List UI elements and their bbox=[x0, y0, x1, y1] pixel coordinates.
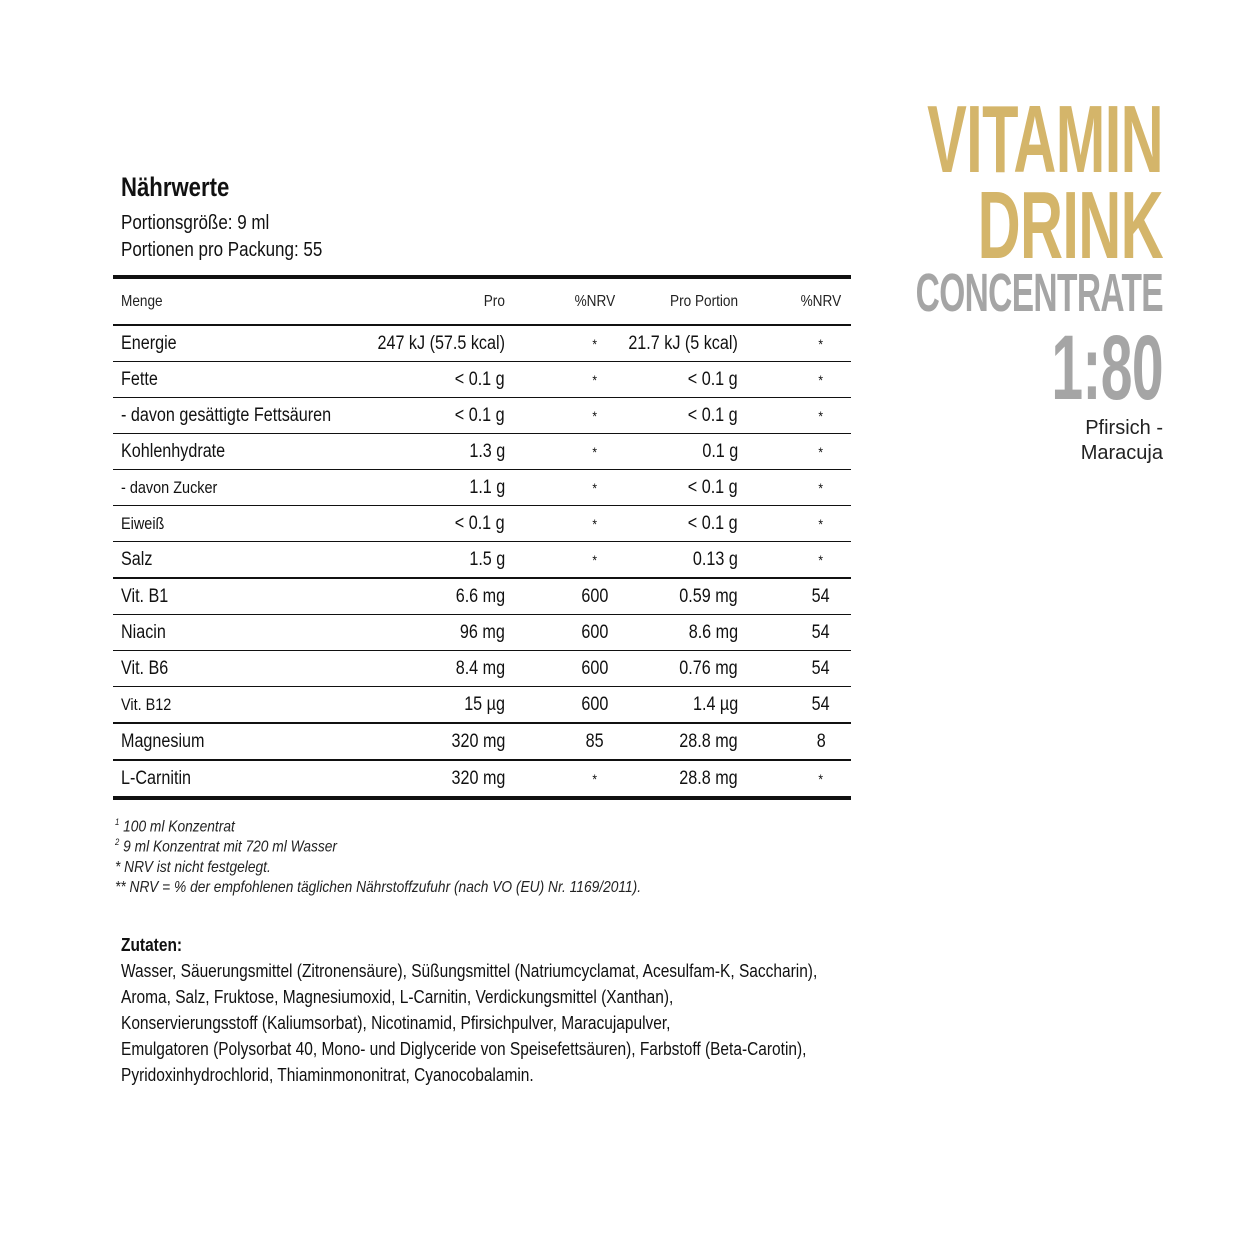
row-per-portion: 28.8 mg bbox=[679, 767, 738, 789]
header-per: Pro bbox=[483, 292, 505, 310]
row-nrv-2: 8 bbox=[816, 730, 826, 752]
row-per: 1.3 g bbox=[469, 440, 505, 462]
table-body bbox=[113, 326, 851, 800]
row-name: Vit. B6 bbox=[121, 657, 169, 679]
brand-ratio: 1:80 bbox=[1051, 317, 1163, 419]
row-nrv-1: * bbox=[592, 371, 598, 388]
row-nrv-1: 600 bbox=[581, 693, 609, 715]
ingredients-section bbox=[121, 932, 817, 1088]
row-nrv-2: 54 bbox=[812, 657, 830, 679]
header-per-portion: Pro Portion bbox=[669, 292, 738, 310]
row-nrv-2: 54 bbox=[812, 693, 830, 715]
row-nrv-2: * bbox=[818, 407, 824, 424]
table-row bbox=[113, 615, 851, 651]
row-nrv-1: 600 bbox=[581, 621, 609, 643]
table-row bbox=[113, 687, 851, 724]
footnote-1: $^1$ 100 ml Konzentrat bbox=[115, 817, 235, 836]
row-nrv-1: 85 bbox=[586, 730, 604, 752]
row-nrv-2: * bbox=[818, 515, 824, 532]
row-name: Vit. B12 bbox=[121, 694, 172, 714]
table-header bbox=[113, 279, 851, 326]
footnote-2: $^2$ 9 ml Konzentrat mit 720 ml Wasser bbox=[115, 837, 338, 856]
row-nrv-1: 600 bbox=[581, 657, 609, 679]
row-name: Magnesium bbox=[121, 730, 205, 752]
row-per: < 0.1 g bbox=[455, 404, 505, 426]
ingredients-line: Emulgatoren (Polysorbat 40, Mono- und Diglyceride von Speisefettsäuren), Farbstoff (Beta-Carotin), bbox=[121, 1039, 807, 1059]
table-row bbox=[113, 579, 851, 615]
row-nrv-2: 54 bbox=[812, 621, 830, 643]
row-nrv-2: * bbox=[818, 551, 824, 568]
row-nrv-2: * bbox=[818, 335, 824, 352]
portions-per-pack: Portionen pro Packung: 55 bbox=[121, 239, 323, 261]
row-per: 1.1 g bbox=[469, 476, 505, 498]
row-per-portion: < 0.1 g bbox=[688, 368, 738, 390]
row-nrv-1: * bbox=[592, 551, 598, 568]
row-per-portion: 0.76 mg bbox=[679, 657, 738, 679]
row-per-portion: 0.1 g bbox=[702, 440, 738, 462]
row-nrv-1: * bbox=[592, 515, 598, 532]
footnote-3: * NRV ist nicht festgelegt. bbox=[115, 859, 271, 876]
row-per-portion: 21.7 kJ (5 kcal) bbox=[628, 332, 738, 354]
brand-line-drink: DRINK bbox=[977, 172, 1163, 279]
row-name: Salz bbox=[121, 548, 153, 570]
row-per-portion: 0.59 mg bbox=[679, 585, 738, 607]
row-nrv-1: 600 bbox=[581, 585, 609, 607]
row-per-portion: 28.8 mg bbox=[679, 730, 738, 752]
table-row bbox=[113, 326, 851, 362]
row-per-portion: < 0.1 g bbox=[688, 512, 738, 534]
flavor-line-1: Pfirsich - bbox=[1085, 417, 1163, 439]
row-name: L-Carnitin bbox=[121, 767, 192, 789]
row-name: Fette bbox=[121, 368, 158, 390]
footnote-4: ** NRV = % der empfohlenen täglichen Nährstoffzufuhr (nach VO (EU) Nr. 1169/2011). bbox=[115, 879, 642, 896]
header-nrv-2: %NRV bbox=[800, 292, 842, 310]
row-nrv-1: * bbox=[592, 479, 598, 496]
ingredients-line: Aroma, Salz, Fruktose, Magnesiumoxid, L-Carnitin, Verdickungsmittel (Xanthan), bbox=[121, 987, 674, 1007]
ingredients-title: Zutaten: bbox=[121, 935, 183, 955]
ingredients-line: Pyridoxinhydrochlorid, Thiaminmononitrat, Cyanocobalamin. bbox=[121, 1065, 534, 1085]
table-row bbox=[113, 398, 851, 434]
row-per: 96 mg bbox=[460, 621, 505, 643]
brand-line-vitamin: VITAMIN bbox=[927, 86, 1163, 193]
row-nrv-1: * bbox=[592, 443, 598, 460]
row-name: Kohlenhydrate bbox=[121, 440, 226, 462]
row-nrv-1: * bbox=[592, 407, 598, 424]
ingredients-line: Wasser, Säuerungsmittel (Zitronensäure), Süßungsmittel (Natriumcyclamat, Acesulfam-K, Saccharin), bbox=[121, 961, 818, 981]
table-row bbox=[113, 362, 851, 398]
row-name: Niacin bbox=[121, 621, 166, 643]
row-nrv-2: 54 bbox=[812, 585, 830, 607]
table-row bbox=[113, 542, 851, 579]
row-nrv-1: * bbox=[592, 335, 598, 352]
row-per-portion: < 0.1 g bbox=[688, 476, 738, 498]
table-row bbox=[113, 506, 851, 542]
table-row bbox=[113, 434, 851, 470]
row-per-portion: 8.6 mg bbox=[688, 621, 738, 643]
row-per: < 0.1 g bbox=[455, 512, 505, 534]
row-nrv-2: * bbox=[818, 371, 824, 388]
row-name: Energie bbox=[121, 332, 177, 354]
row-per-portion: < 0.1 g bbox=[688, 404, 738, 426]
row-per-portion: 0.13 g bbox=[693, 548, 738, 570]
row-name: Vit. B1 bbox=[121, 585, 169, 607]
footnotes bbox=[115, 812, 641, 898]
row-nrv-2: * bbox=[818, 770, 824, 787]
portion-size: Portionsgröße: 9 ml bbox=[121, 212, 270, 234]
row-nrv-2: * bbox=[818, 443, 824, 460]
flavor-line-2: Maracuja bbox=[1080, 442, 1163, 464]
row-per: 8.4 mg bbox=[455, 657, 505, 679]
header-nrv-1: %NRV bbox=[574, 292, 616, 310]
nutrition-table bbox=[113, 275, 851, 800]
table-row bbox=[113, 724, 851, 761]
row-per: 247 kJ (57.5 kcal) bbox=[377, 332, 505, 354]
row-per-portion: 1.4 µg bbox=[692, 693, 738, 715]
table-row bbox=[113, 761, 851, 800]
row-nrv-1: * bbox=[592, 770, 598, 787]
row-nrv-2: * bbox=[818, 479, 824, 496]
row-per: 15 µg bbox=[464, 693, 505, 715]
header-name: Menge bbox=[121, 292, 163, 310]
row-per: 1.5 g bbox=[469, 548, 505, 570]
brand-line-concentrate: CONCENTRATE bbox=[915, 263, 1163, 323]
row-name: Eiweiß bbox=[121, 513, 165, 533]
row-name: - davon Zucker bbox=[121, 477, 218, 497]
table-row bbox=[113, 470, 851, 506]
row-per: 320 mg bbox=[451, 730, 505, 752]
row-per: < 0.1 g bbox=[455, 368, 505, 390]
table-row bbox=[113, 651, 851, 687]
ingredients-line: Konservierungsstoff (Kaliumsorbat), Nicotinamid, Pfirsichpulver, Maracujapulver, bbox=[121, 1013, 671, 1033]
nutrition-title: Nährwerte bbox=[121, 172, 230, 202]
row-per: 320 mg bbox=[451, 767, 505, 789]
row-name: - davon gesättigte Fettsäuren bbox=[121, 404, 332, 426]
row-per: 6.6 mg bbox=[455, 585, 505, 607]
